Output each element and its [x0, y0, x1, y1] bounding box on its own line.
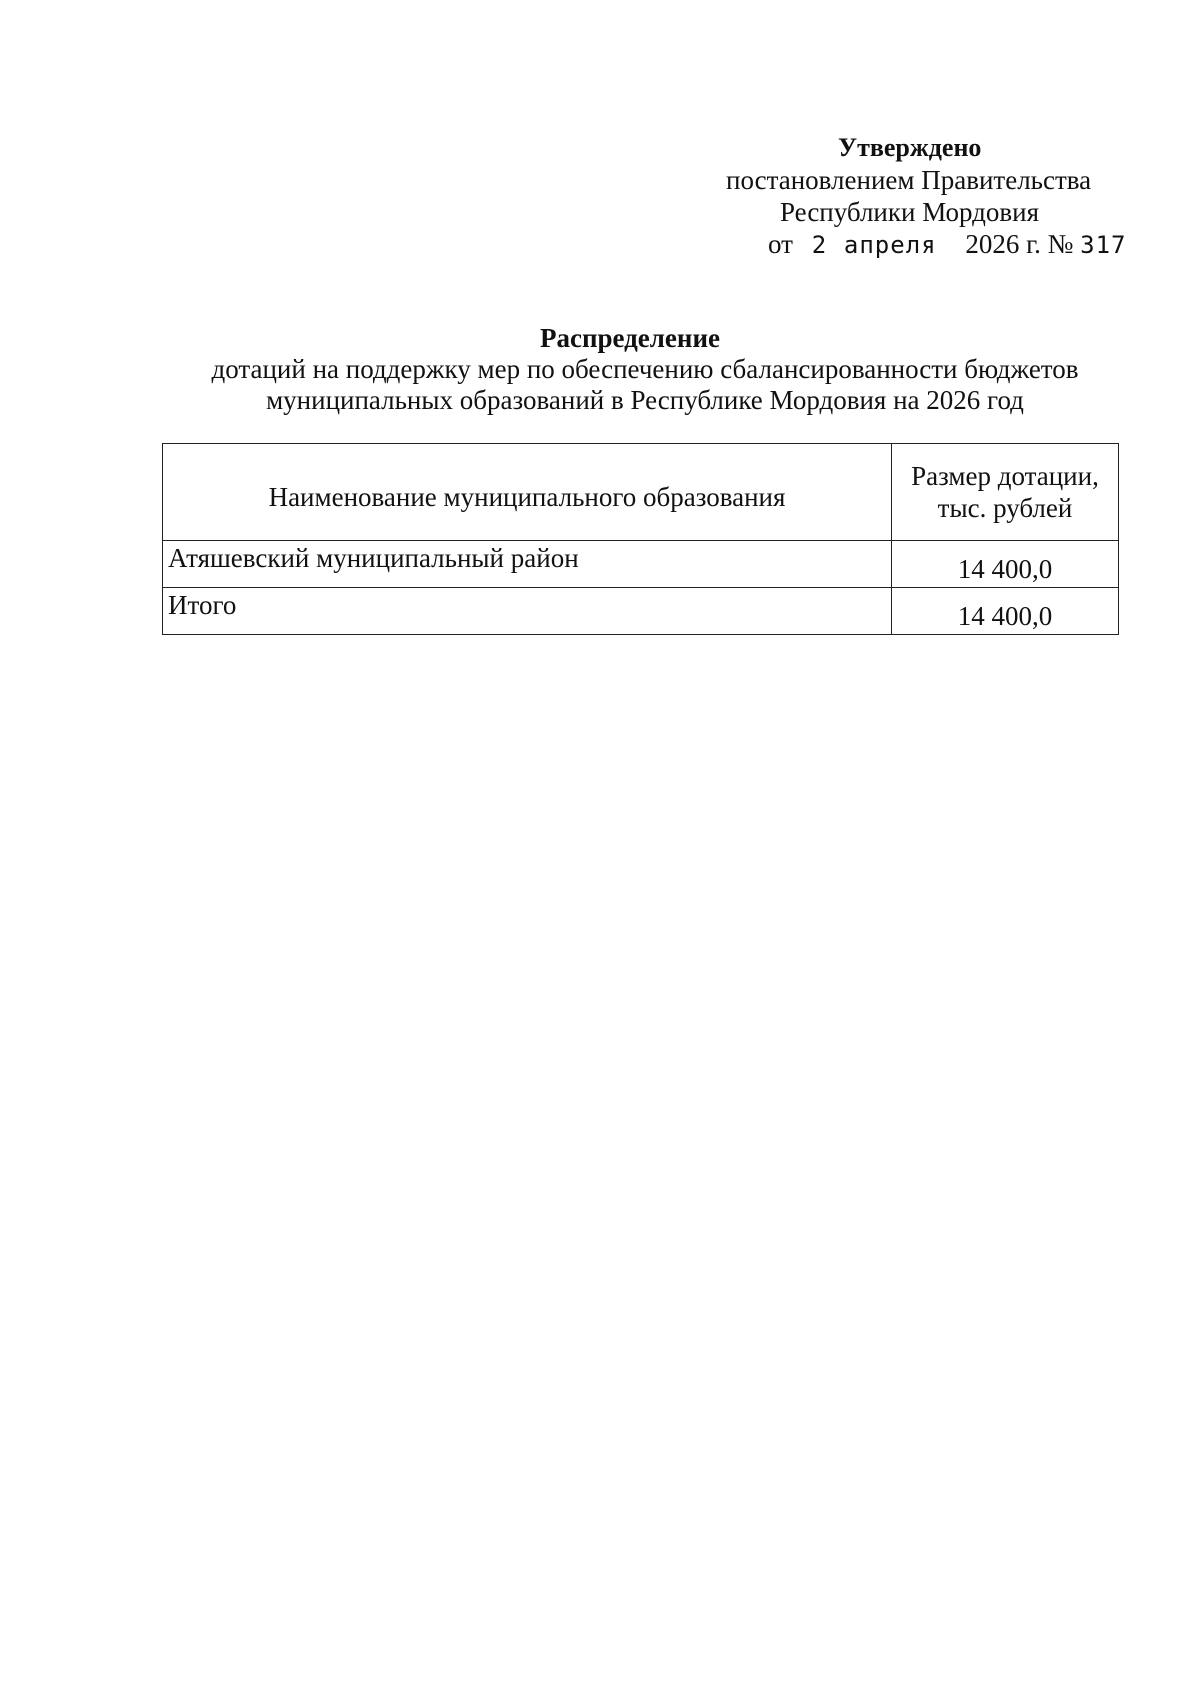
header-amount-line2: тыс. рублей: [937, 493, 1073, 523]
row-name: Атяшевский муниципальный район: [163, 541, 892, 588]
date-month: апреля: [843, 231, 937, 259]
approval-resolution-line: постановлением Правительства: [726, 165, 1092, 195]
title-subtitle-line2: муниципальных образований в Республике Мордовия на 2026 год: [266, 385, 1024, 415]
title-subtitle-line1: дотаций на поддержку мер по обеспечению сбалансированности бюджетов: [211, 354, 1079, 384]
distribution-table: [162, 443, 1119, 635]
title-heading: Распределение: [539, 323, 721, 353]
table-header-row: [163, 444, 1119, 541]
total-label: Итого: [163, 588, 892, 635]
date-year: 2026 г. №: [965, 229, 1074, 259]
total-amount: 14 400,0: [892, 588, 1119, 635]
row-amount: 14 400,0: [892, 541, 1119, 588]
date-prefix: от: [768, 229, 793, 259]
table-row: [163, 541, 1119, 588]
header-amount: [892, 444, 1119, 541]
approval-stamp: [700, 132, 1127, 261]
date-day: 2: [811, 231, 828, 259]
doc-number: 317: [1080, 231, 1127, 259]
table-total-row: [163, 588, 1119, 635]
document-title: [160, 322, 1130, 416]
approval-republic-line: Республики Мордовия: [780, 197, 1040, 227]
header-amount-line1: Размер дотации,: [911, 461, 1099, 491]
approval-date-line: [700, 228, 1127, 261]
header-name: Наименование муниципального образования: [163, 444, 892, 541]
approved-label: Утверждено: [838, 133, 982, 162]
